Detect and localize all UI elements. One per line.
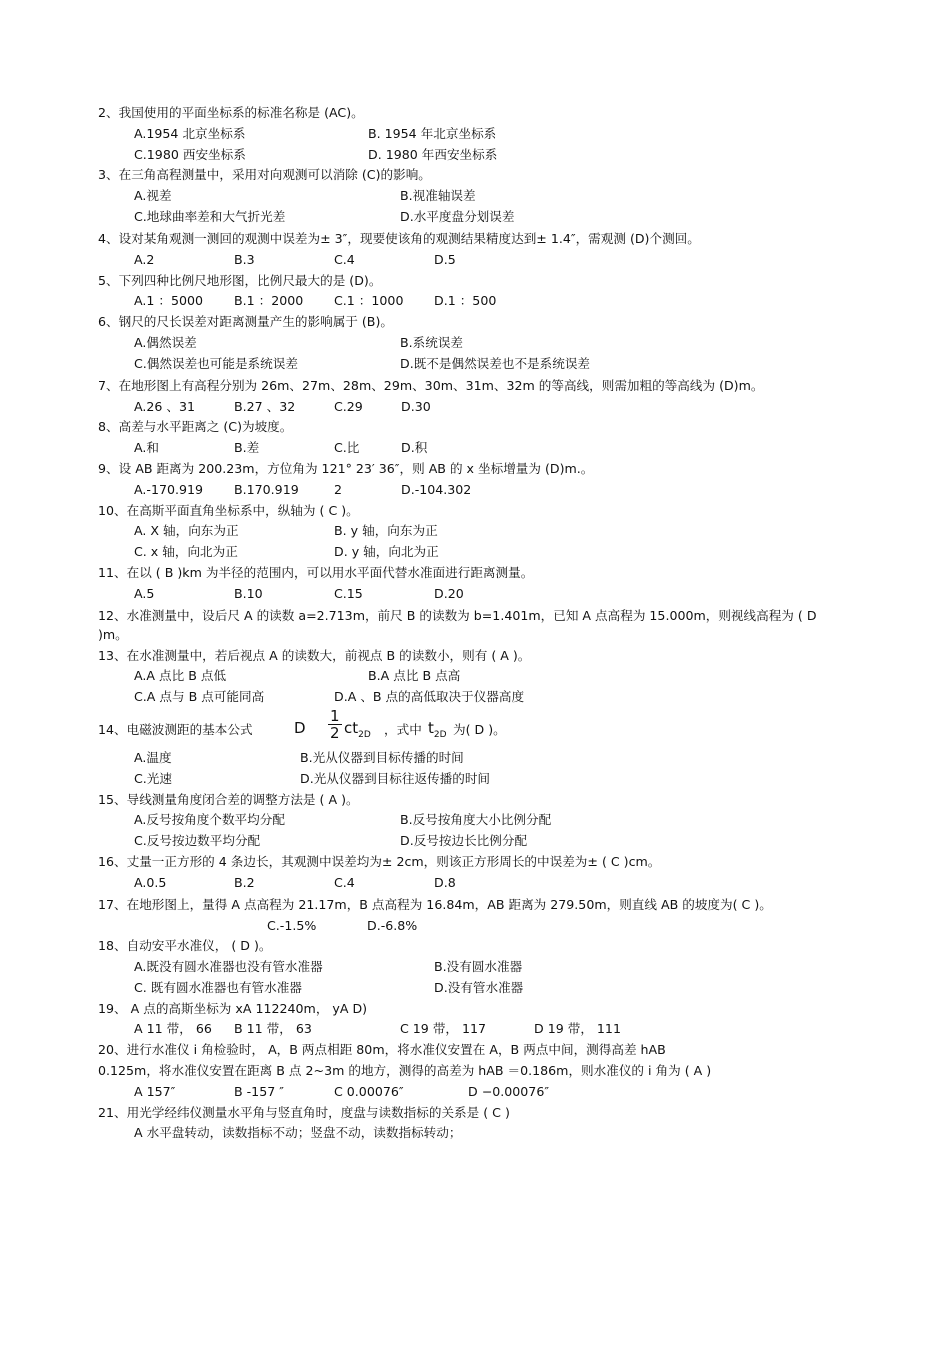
q13-option: D.A 、B 点的高低取决于仪器高度 (334, 689, 525, 705)
q2-options-1 (98, 124, 833, 145)
question-q6 (98, 312, 833, 374)
q19-option: B 11 带， 63 (234, 1021, 312, 1037)
q4-options-1 (98, 250, 833, 271)
q9-option: A.-170.919 (134, 481, 204, 497)
question-q3 (98, 165, 833, 227)
q14-option: C.光速 (134, 770, 172, 786)
question-q5 (98, 271, 833, 313)
question-q14 (98, 708, 833, 790)
document-page (98, 103, 833, 1144)
question-q21 (98, 1103, 833, 1145)
q2-option: D. 1980 年西安坐标系 (368, 146, 498, 162)
q10-stem: 10、在高斯平面直角坐标系中，纵轴为 ( C )。 (98, 502, 359, 518)
q3-option: D.水平度盘分划误差 (400, 208, 515, 224)
q13-option: B.A 点比 B 点高 (368, 668, 461, 684)
question-q7 (98, 376, 833, 418)
q20-option: C 0.00076″ (334, 1083, 404, 1099)
question-q9 (98, 459, 833, 501)
question-q4 (98, 229, 833, 271)
q7-option: A.26 、31 (134, 398, 196, 414)
q2-option: A.1954 北京坐标系 (134, 125, 246, 141)
q9-options-1 (98, 480, 833, 501)
q6-option: A.偶然误差 (134, 334, 197, 350)
q4-option: C.4 (334, 251, 355, 267)
q17-options-1 (98, 916, 833, 937)
q11-stem: 11、在以 ( B )km 为半径的范围内，可以用水平面代替水准面进行距离测量。 (98, 564, 534, 580)
formula-d: D (294, 718, 306, 737)
q18-option: B.没有圆水准器 (434, 959, 523, 975)
q2-option: B. 1954 年北京坐标系 (368, 125, 497, 141)
formula-t-sub: 2D (433, 729, 447, 740)
q15-option: B.反号按角度大小比例分配 (400, 812, 552, 828)
q5-stem: 5、下列四种比例尺地形图，比例尺最大的是 (D)。 (98, 272, 382, 288)
q4-option: D.5 (434, 251, 456, 267)
q6-options-2 (98, 354, 833, 375)
q20-stem-2: 0.125m，将水准仪安置在距离 B 点 2~3m 的地方，测得的高差为 hAB ＝0.186m，则水准仪的 i 角为 ( A ) (98, 1063, 712, 1079)
q5-option: D.1 ：500 (434, 293, 497, 309)
q9-option: B.170.919 (234, 481, 299, 497)
question-q8 (98, 417, 833, 459)
q19-options-1 (98, 1019, 833, 1040)
q11-options-1 (98, 584, 833, 605)
q8-option: B.差 (234, 440, 260, 456)
q2-option: C.1980 西安坐标系 (134, 146, 246, 162)
q3-stem: 3、在三角高程测量中，采用对向观测可以消除 (C)的影响。 (98, 167, 431, 183)
q15-option: D.反号按边长比例分配 (400, 833, 528, 849)
q20-options-1 (98, 1082, 833, 1103)
q7-option: D.30 (401, 398, 431, 414)
q2-options-2 (98, 145, 833, 166)
q20-option: D −0.00076″ (468, 1083, 550, 1099)
fraction-numerator: 1 (330, 706, 340, 725)
q13-option: C.A 点与 B 点可能同高 (134, 689, 265, 705)
q20-option: A 157″ (134, 1083, 176, 1099)
q14-option: A.温度 (134, 749, 172, 765)
q18-options-1 (98, 957, 833, 978)
q10-option: A. X 轴，向东为正 (134, 523, 239, 539)
q8-stem: 8、高差与水平距离之 (C)为坡度。 (98, 419, 293, 435)
q7-options-1 (98, 397, 833, 418)
q9-option: 2 (334, 481, 343, 497)
q6-options-1 (98, 333, 833, 354)
question-q18 (98, 936, 833, 998)
formula-suffix: 为( D )。 (453, 721, 506, 737)
q21-stem: 21、用光学经纬仪测量水平角与竖直角时，度盘与读数指标的关系是 ( C ) (98, 1104, 510, 1120)
q13-option: A.A 点比 B 点低 (134, 668, 227, 684)
q4-option: B.3 (234, 251, 255, 267)
question-q19 (98, 999, 833, 1041)
q20-stem: 20、进行水准仪 i 角检验时， A，B 两点相距 80m，将水准仪安置在 A，B 两点中间，测得高差 hAB (98, 1042, 666, 1058)
q18-option: A.既没有圆水准器也没有管水准器 (134, 959, 323, 975)
q2-stem: 2、我国使用的平面坐标系的标准名称是 (AC)。 (98, 105, 364, 120)
q3-option: A.视差 (134, 188, 172, 204)
q5-options-1 (98, 291, 833, 312)
q8-option: A.和 (134, 440, 159, 456)
q14-options-1 (98, 748, 833, 769)
fraction-denominator: 2 (330, 723, 340, 742)
q17-option: D.-6.8% (367, 917, 418, 933)
q11-option: B.10 (234, 585, 263, 601)
q19-option: D 19 带， 111 (534, 1021, 621, 1037)
q16-options-1 (98, 873, 833, 894)
q15-options-1 (98, 810, 833, 831)
q19-option: C 19 带， 117 (400, 1021, 487, 1037)
q13-options-1 (98, 666, 833, 687)
q13-stem: 13、在水准测量中，若后视点 A 的读数大，前视点 B 的读数小，则有 ( A )。 (98, 647, 531, 663)
question-q11 (98, 563, 833, 605)
q18-option: D.没有管水准器 (434, 979, 524, 995)
q3-options-2 (98, 207, 833, 228)
q16-option: A.0.5 (134, 874, 167, 890)
q8-options-1 (98, 438, 833, 459)
q5-option: C.1 ：1000 (334, 293, 404, 309)
q16-option: B.2 (234, 874, 255, 890)
q6-option: D.既不是偶然误差也不是系统误差 (400, 355, 591, 371)
formula-ct-sub: 2D (358, 729, 371, 740)
q10-option: C. x 轴，向北为正 (134, 544, 238, 560)
q6-stem: 6、钢尺的尺长误差对距离测量产生的影响属于 (B)。 (98, 314, 393, 330)
question-q20 (98, 1040, 833, 1102)
question-q12 (98, 606, 833, 644)
q13-options-2 (98, 687, 833, 708)
q15-option: C.反号按边数平均分配 (134, 833, 261, 849)
q18-options-2 (98, 978, 833, 999)
q11-option: A.5 (134, 585, 155, 601)
q18-stem: 18、自动安平水准仪， ( D )。 (98, 938, 272, 954)
q15-option: A.反号按角度个数平均分配 (134, 812, 285, 828)
q5-option: B.1 ：2000 (234, 293, 304, 309)
q10-option: D. y 轴，向北为正 (334, 544, 439, 560)
q19-option: A 11 带， 66 (134, 1021, 212, 1037)
formula-fraction (328, 708, 342, 741)
question-q15 (98, 790, 833, 852)
q14-options-2 (98, 769, 833, 790)
q4-option: A.2 (134, 251, 155, 267)
question-q17 (98, 895, 833, 937)
q15-options-2 (98, 831, 833, 852)
q8-option: C.比 (334, 440, 360, 456)
question-q10 (98, 501, 833, 563)
q8-option: D.积 (401, 440, 428, 456)
q19-stem: 19、 A 点的高斯坐标为 xA 112240m， yA D) (98, 1000, 368, 1016)
q15-stem: 15、导线测量角度闭合差的调整方法是 ( A )。 (98, 791, 359, 807)
q11-option: D.20 (434, 585, 464, 601)
q12-stem: 12、水准测量中，设后尺 A 的读数 a=2.713m，前尺 B 的读数为 b=1.401m，已知 A 点高程为 15.000m，则视线高程为 ( D )m。 (98, 607, 817, 642)
q7-stem: 7、在地形图上有高程分别为 26m、27m、28m、29m、30m、31m、32m 的等高线，则需加粗的等高线为 (D)m。 (98, 377, 764, 393)
formula-t: $t_{2D}$ (428, 718, 447, 740)
q16-option: D.8 (434, 874, 456, 890)
q10-options-2 (98, 542, 833, 563)
q3-option: B.视准轴误差 (400, 188, 476, 204)
q17-stem: 17、在地形图上，量得 A 点高程为 21.17m，B 点高程为 16.84m，AB 距离为 279.50m，则直线 AB 的坡度为( C )。 (98, 896, 772, 912)
q9-stem: 9、设 AB 距离为 200.23m，方位角为 121° 23′ 36″，则 AB 的 x 坐标增量为 (D)m.。 (98, 460, 594, 476)
q10-option: B. y 轴，向东为正 (334, 523, 438, 539)
formula-ct: $ct_{2D}$ (344, 718, 371, 740)
q6-option: C.偶然误差也可能是系统误差 (134, 355, 298, 371)
q7-option: C.29 (334, 398, 363, 414)
q4-stem: 4、设对某角观测一测回的观测中误差为± 3″，现要使该角的观测结果精度达到± 1.4″，需观测 (D)个测回。 (98, 230, 700, 246)
q18-option: C. 既有圆水准器也有管水准器 (134, 979, 302, 995)
q9-option: D.-104.302 (401, 481, 472, 497)
q14-option: D.光从仪器到目标往返传播的时间 (300, 770, 491, 786)
q20-option: B -157 ″ (234, 1083, 284, 1099)
q16-stem: 16、丈量一正方形的 4 条边长，其观测中误差均为± 2cm，则该正方形周长的中误差为± ( C )cm。 (98, 853, 661, 869)
q21-option-line: A 水平盘转动，读数指标不动；竖盘不动，读数指标转动； (134, 1125, 462, 1141)
question-q2 (98, 103, 833, 165)
q3-option: C.地球曲率差和大气折光差 (134, 208, 286, 224)
q6-option: B.系统误差 (400, 334, 464, 350)
question-q16 (98, 852, 833, 894)
q5-option: A.1 ：5000 (134, 293, 204, 309)
q16-option: C.4 (334, 874, 355, 890)
q7-option: B.27 、32 (234, 398, 296, 414)
question-q13 (98, 646, 833, 708)
formula-line (98, 708, 833, 748)
q3-options-1 (98, 186, 833, 207)
formula-mid: ，式中 (384, 721, 422, 737)
formula-prefix: 14、电磁波测距的基本公式 (98, 721, 253, 737)
q14-option: B.光从仪器到目标传播的时间 (300, 749, 464, 765)
q10-options-1 (98, 521, 833, 542)
q11-option: C.15 (334, 585, 363, 601)
q17-option: C.-1.5% (267, 917, 317, 933)
